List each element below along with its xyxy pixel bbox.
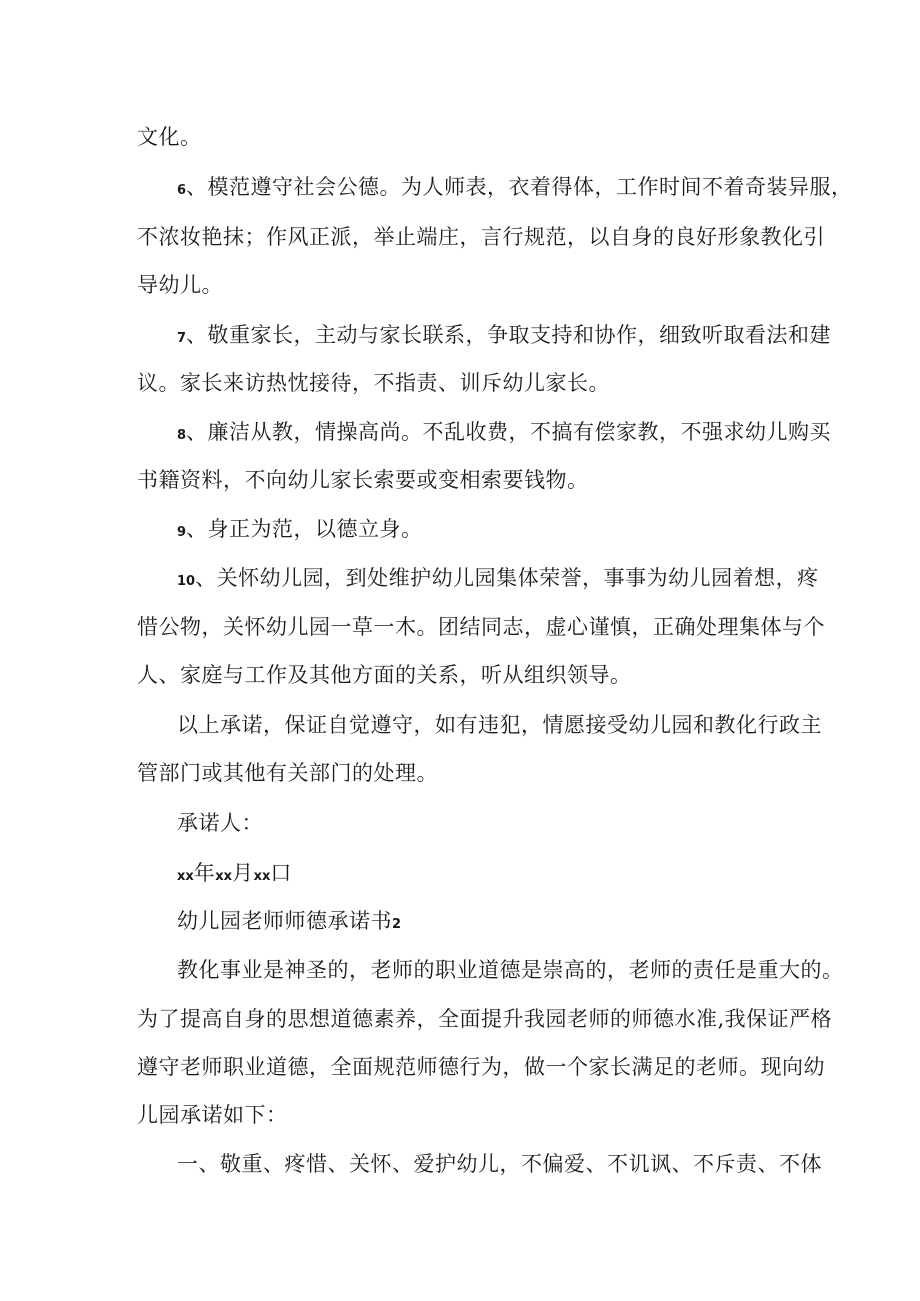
section-title: 幼儿园老师师德承诺书2 bbox=[177, 909, 402, 933]
paragraph-line: 以上承诺，保证自觉遵守，如有违犯，情愿接受幼儿园和教化行政主 bbox=[177, 713, 822, 737]
item-number: 8 bbox=[177, 428, 187, 443]
promisor-label: 承诺人： bbox=[177, 811, 263, 835]
item-number: 7 bbox=[177, 331, 187, 346]
paragraph-line: 儿园承诺如下： bbox=[137, 1103, 288, 1127]
item-number: 9 bbox=[177, 525, 187, 540]
paragraph-line: 一、敬重、疼惜、关怀、爱护幼儿，不偏爱、不讥讽、不斥责、不体 bbox=[177, 1152, 822, 1176]
paragraph-line: 为了提高自身的思想道德素养，全面提升我园老师的师德水准,我保证严格 bbox=[137, 1007, 833, 1031]
list-item-8: 8、廉洁从教，情操高尚。不乱收费，不搞有偿家教，不强求幼儿购买 bbox=[177, 420, 832, 444]
list-item-6: 6、模范遵守社会公德。为人师表，衣着得体，工作时间不着奇装异服， bbox=[177, 175, 853, 199]
paragraph-line: 不浓妆艳抹；作风正派，举止端庄，言行规范，以自身的良好形象教化引 bbox=[137, 225, 825, 249]
paragraph-line: 文化。 bbox=[137, 125, 202, 149]
paragraph-line: 教化事业是神圣的，老师的职业道德是崇高的，老师的责任是重大的。 bbox=[177, 958, 844, 982]
paragraph-line: 导幼儿。 bbox=[137, 273, 223, 297]
item-number: 6 bbox=[177, 183, 187, 198]
paragraph-line: 议。家长来访热忱接待，不指责、训斥幼儿家长。 bbox=[137, 371, 610, 395]
paragraph-line: 人、家庭与工作及其他方面的关系，听从组织领导。 bbox=[137, 663, 632, 687]
paragraph-line: 遵守老师职业道德，全面规范师德行为，做一个家长满足的老师。现向幼 bbox=[137, 1055, 825, 1079]
date-line: xx年xx月xx口 bbox=[177, 861, 292, 885]
list-item-10: 10、关怀幼儿园，到处维护幼儿园集体荣誉，事事为幼儿园着想，疼 bbox=[177, 566, 819, 590]
item-number: 10 bbox=[177, 574, 196, 589]
paragraph-line: 书籍资料，不向幼儿家长索要或变相索要钱物。 bbox=[137, 468, 589, 492]
paragraph-line: 管部门或其他有关部门的处理。 bbox=[137, 761, 438, 785]
paragraph-line: 惜公物，关怀幼儿园一草一木。团结同志，虚心谨慎，正确处理集体与个 bbox=[137, 615, 825, 639]
list-item-7: 7、敬重家长，主动与家长联系，争取支持和协作，细致听取看法和建 bbox=[177, 323, 832, 347]
list-item-9: 9、身正为范，以德立身。 bbox=[177, 517, 423, 541]
